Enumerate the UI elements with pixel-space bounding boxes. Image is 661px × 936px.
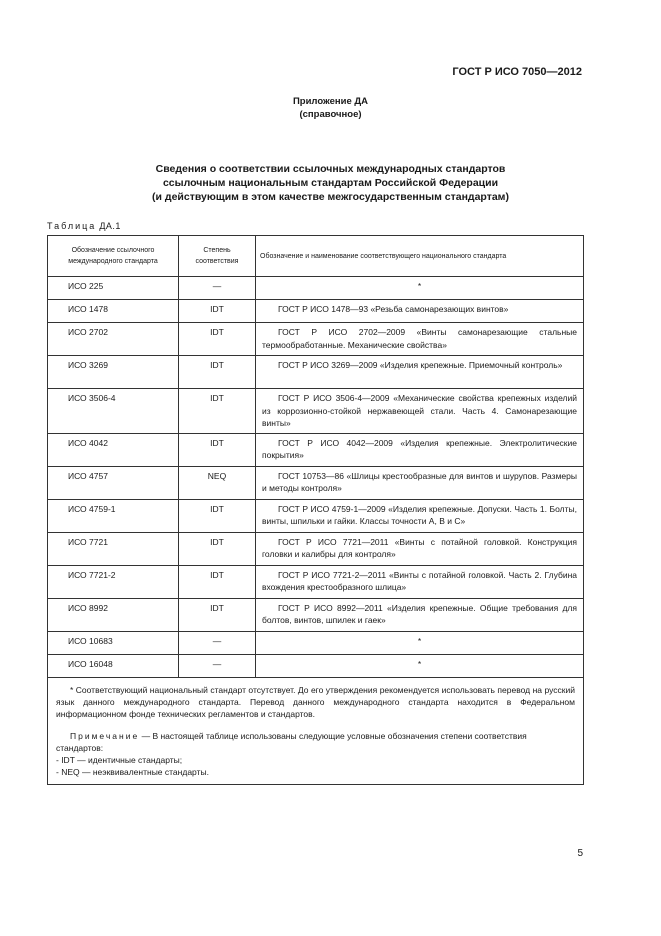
degree-cell: IDT [179,565,256,598]
table-header-row [48,236,584,277]
ref-standard-cell: ИСО 225 [48,277,179,300]
document-code: ГОСТ Р ИСО 7050—2012 [452,66,582,78]
national-standard-cell [256,532,584,565]
table-label-prefix: Таблица [47,221,97,231]
ref-standard-cell: ИСО 10683 [48,631,179,654]
ref-standard-cell: ИСО 4757 [48,466,179,499]
degree-cell: IDT [179,499,256,532]
degree-cell: IDT [179,356,256,389]
section-title [0,162,661,204]
national-standard-text: ГОСТ Р ИСО 4759-1—2009 «Изделия крепежные. Допуски. Часть 1. Болты, винты, шпильки и гайки. Классы точности А, В и С» [262,503,577,526]
national-standard-text: ГОСТ Р ИСО 3506-4—2009 «Механические свойства крепежных изделий из коррозионно-стойкой нержавеющей стали. Часть 4. Самонарезающие винты» [262,393,577,428]
national-standard-cell [256,356,584,389]
table-row [48,389,584,434]
degree-cell: NEQ [179,466,256,499]
degree-cell: — [179,631,256,654]
annex-title: Приложение ДА [292,96,369,107]
table-row [48,466,584,499]
degree-cell: IDT [179,598,256,631]
table-row [48,631,584,654]
ref-standard-cell: ИСО 7721 [48,532,179,565]
header-col1-line1: Обозначение ссылочного [71,247,155,254]
note-label: Примечание [70,730,140,741]
table-notes-cell [48,677,584,784]
national-standard-cell [256,598,584,631]
table-note [56,730,575,754]
national-standard-text: ГОСТ Р ИСО 8992—2011 «Изделия крепежные. Общие требования для болтов, винтов, шпилек и гаек» [262,602,577,625]
national-standard-cell [256,466,584,499]
table-row [48,654,584,677]
ref-standard-cell: ИСО 3269 [48,356,179,389]
page-number: 5 [577,848,583,859]
national-standard-text: ГОСТ Р ИСО 2702—2009 «Винты самонарезающие стальные термообработанные. Механические свойства» [262,327,577,350]
degree-cell: IDT [179,389,256,434]
national-standard-text: ГОСТ Р ИСО 7721-2—2011 «Винты с потайной головкой. Часть 2. Глубина вхождения крестообразного шлица» [262,569,577,592]
degree-cell: — [179,654,256,677]
national-standard-cell: * [256,277,584,300]
header-degree [179,236,256,277]
national-standard-text: ГОСТ Р ИСО 4042—2009 «Изделия крепежные. Электролитические покрытия» [262,437,577,460]
degree-cell: IDT [179,532,256,565]
header-col2-line2: соответствия [195,258,239,265]
table-label-id: ДА.1 [99,221,121,231]
table-label [47,221,121,231]
ref-standard-cell: ИСО 3506-4 [48,389,179,434]
title-line-1: Сведения о соответствии ссылочных международных стандартов [155,163,506,175]
national-standard-text: ГОСТ Р ИСО 1478—93 «Резьба самонарезающих винтов» [278,304,509,314]
national-standard-cell [256,433,584,466]
table-row [48,499,584,532]
table-row [48,277,584,300]
national-standard-cell: * [256,654,584,677]
title-line-2: ссылочным национальным стандартам Российской Федерации [162,177,499,189]
table-footnote: * Соответствующий национальный стандарт отсутствует. До его утверждения рекомендуется использовать перевод на русский язык данного международного стандарта. Перевод данного международного стандарта находится в Федеральном информационном фонде технических регламентов и стандартов. [56,684,575,719]
table-notes-row [48,677,584,784]
national-standard-text: ГОСТ 10753—86 «Шлицы крестообразные для винтов и шурупов. Размеры и методы контроля» [262,470,577,493]
degree-cell: — [179,277,256,300]
table-row [48,598,584,631]
national-standard-cell [256,499,584,532]
note-text: — В настоящей таблице использованы следующие условные обозначения степени соответствия стандартов: [56,730,527,753]
note-item-neq: - NEQ — неэквивалентные стандарты. [56,766,209,777]
header-reference-standard [48,236,179,277]
annex-heading [0,95,661,121]
header-col2-line1: Степень [203,247,231,254]
table-row [48,300,584,323]
title-line-3: (и действующим в этом качестве межгосударственным стандартам) [152,191,509,203]
header-col1-line2: международного стандарта [68,258,158,265]
table-row [48,323,584,356]
national-standard-cell: * [256,631,584,654]
national-standard-cell [256,565,584,598]
standards-table [47,235,584,785]
table-row [48,433,584,466]
header-national-standard: Обозначение и наименование соответствующего национального стандарта [256,236,584,277]
degree-cell: IDT [179,323,256,356]
ref-standard-cell: ИСО 4759-1 [48,499,179,532]
ref-standard-cell: ИСО 2702 [48,323,179,356]
ref-standard-cell: ИСО 16048 [48,654,179,677]
national-standard-text: ГОСТ Р ИСО 3269—2009 «Изделия крепежные. Приемочный контроль» [278,360,563,370]
degree-cell: IDT [179,433,256,466]
ref-standard-cell: ИСО 7721-2 [48,565,179,598]
ref-standard-cell: ИСО 8992 [48,598,179,631]
ref-standard-cell: ИСО 4042 [48,433,179,466]
ref-standard-cell: ИСО 1478 [48,300,179,323]
table-row [48,532,584,565]
national-standard-text: ГОСТ Р ИСО 7721—2011 «Винты с потайной головкой. Конструкция головки и калибры для контроля» [262,536,577,559]
degree-cell: IDT [179,300,256,323]
table-row [48,356,584,389]
national-standard-cell [256,300,584,323]
annex-subtitle: (справочное) [299,109,362,120]
national-standard-cell [256,389,584,434]
table-row [48,565,584,598]
note-item-idt: - IDT — идентичные стандарты; [56,754,183,765]
national-standard-cell [256,323,584,356]
